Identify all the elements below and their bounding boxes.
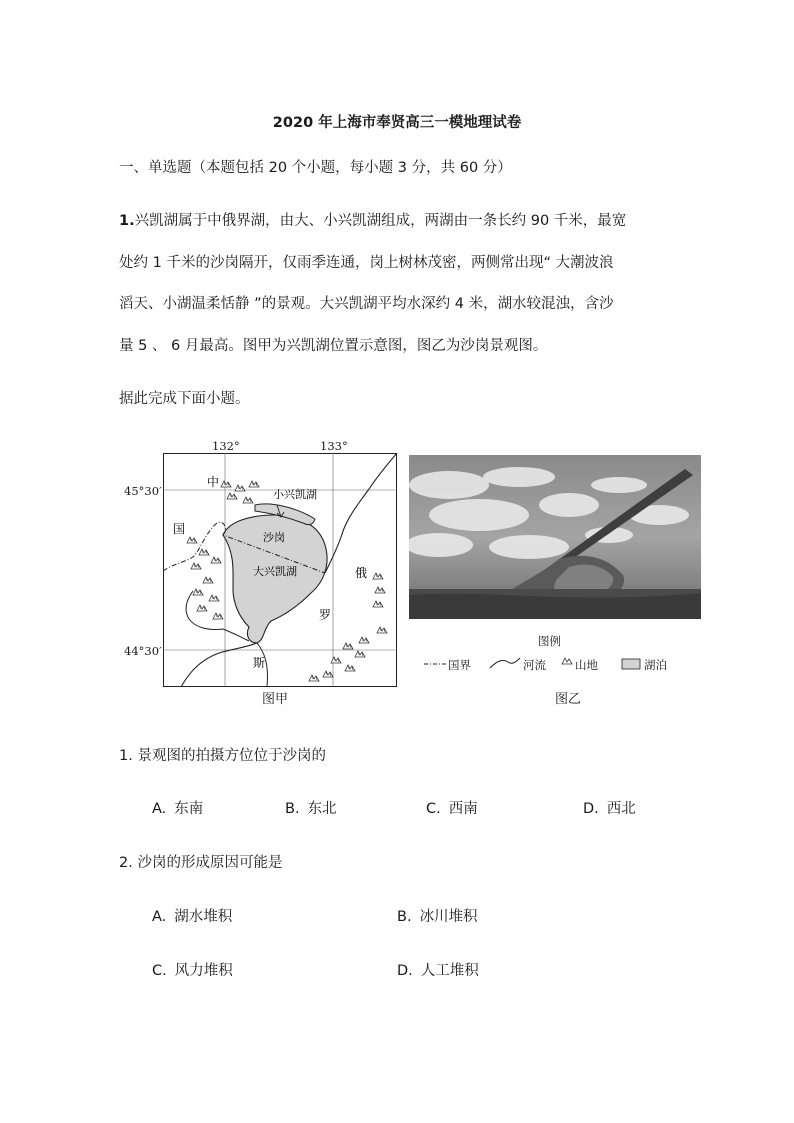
legend-title: 图例 <box>538 634 561 648</box>
q1-option-b[interactable]: B. 东北 <box>285 801 337 817</box>
china-char-2: 国 <box>173 522 186 536</box>
legend-border: 国界 <box>448 658 471 672</box>
stem-line-1 <box>119 209 626 230</box>
russia-char-1: 俄 <box>355 566 368 580</box>
stem-line-4: 量 5 、 6 月最高。图甲为兴凯湖位置示意图，图乙为沙岗景观图。 <box>119 338 548 354</box>
q1-option-c[interactable]: C. 西南 <box>426 801 478 817</box>
q2-option-d[interactable]: D. 人工堆积 <box>397 963 479 979</box>
sand-ridge-label: 沙岗 <box>263 531 285 544</box>
lon-132-label: 132° <box>212 439 240 453</box>
photo-caption: 图乙 <box>555 692 582 707</box>
question-2: 2. 沙岗的形成原因可能是 <box>119 855 283 871</box>
location-map <box>163 453 399 693</box>
exam-title: 2020 年上海市奉贤高三一模地理试卷 <box>272 115 522 131</box>
small-lake-label: 小兴凯湖 <box>273 488 317 501</box>
q2-option-b[interactable]: B. 冰川堆积 <box>397 909 478 925</box>
sand-ridge-photo <box>409 455 701 619</box>
question-1: 1. 景观图的拍摄方位位于沙岗的 <box>119 748 326 764</box>
q2-option-a[interactable]: A. 湖水堆积 <box>152 909 233 925</box>
lat-4430-label: 44°30′ <box>124 644 162 658</box>
q2-option-c[interactable]: C. 风力堆积 <box>152 963 233 979</box>
stem-line-1-text: 兴凯湖属于中俄界湖，由大、小兴凯湖组成，两湖由一条长约 90 千米，最宽 <box>134 213 627 229</box>
legend-river: 河流 <box>523 658 546 672</box>
russia-char-2: 罗 <box>319 608 332 622</box>
q1-option-d[interactable]: D. 西北 <box>583 801 636 817</box>
big-lake-label: 大兴凯湖 <box>253 565 297 578</box>
stem-number: 1. <box>119 213 135 229</box>
lon-133-label: 133° <box>320 439 348 453</box>
russia-char-3: 斯 <box>253 656 266 670</box>
map-caption: 图甲 <box>262 692 289 707</box>
stem-line-3: 滔天、小湖温柔恬静 ”的景观。大兴凯湖平均水深约 4 米，湖水较混浊，含沙 <box>119 296 614 312</box>
instruction: 据此完成下面小题。 <box>119 391 250 407</box>
lat-4530-label: 45°30′ <box>124 484 162 498</box>
legend-lake: 湖泊 <box>644 658 667 672</box>
legend-mountain: 山地 <box>575 658 598 672</box>
q1-option-a[interactable]: A. 东南 <box>152 801 204 817</box>
section-heading: 一、单选题（本题包括 20 个小题，每小题 3 分，共 60 分） <box>119 160 512 176</box>
stem-line-2: 处约 1 千米的沙岗隔开，仅雨季连通，岗上树林茂密，两侧常出现“ 大潮波浪 <box>119 255 614 271</box>
china-char-1: 中 <box>207 475 220 489</box>
